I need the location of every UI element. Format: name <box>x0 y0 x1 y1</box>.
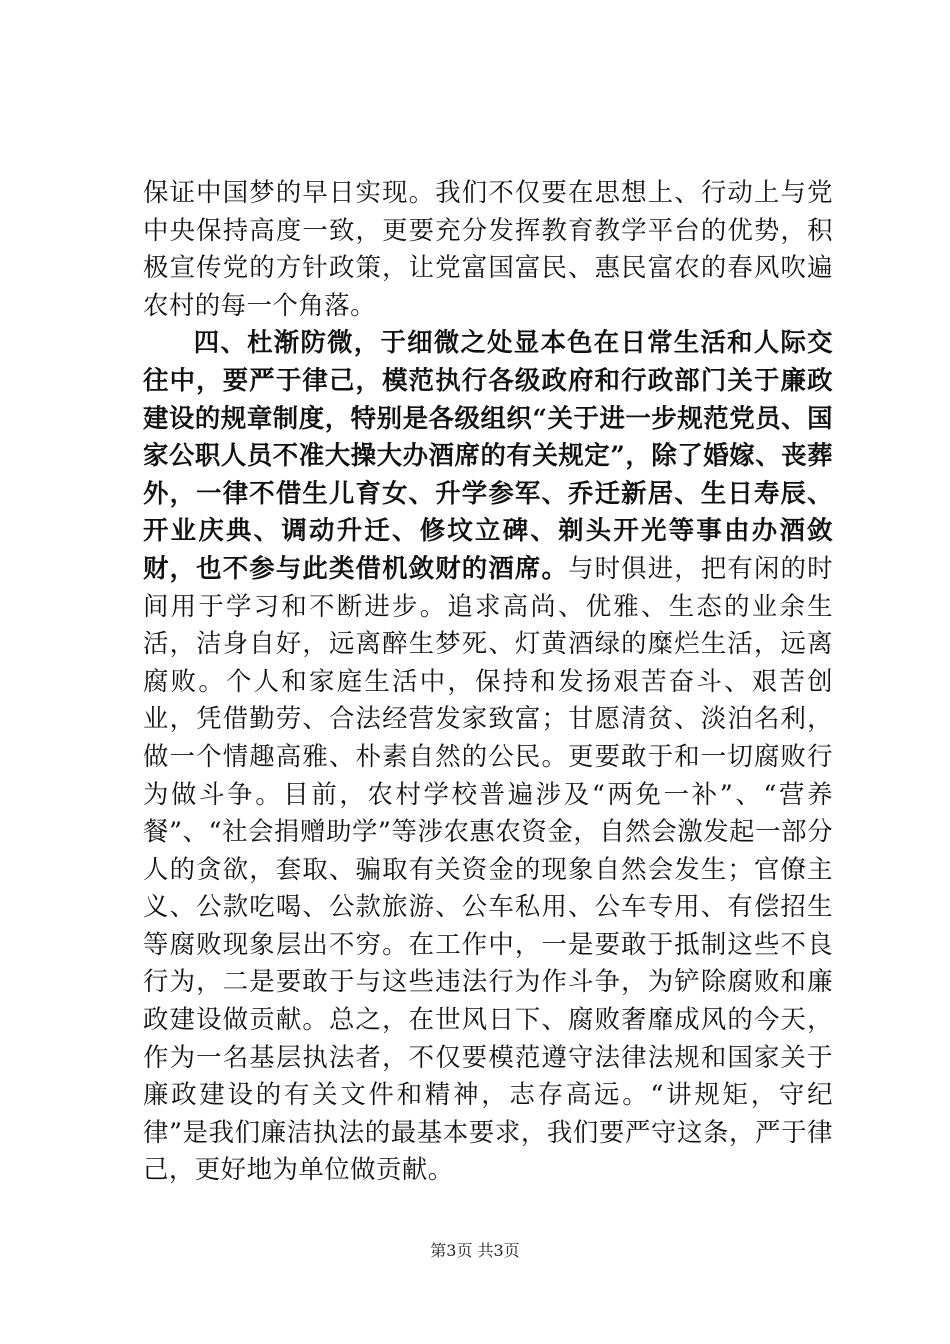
paragraph-1 <box>143 174 833 324</box>
paragraph-2-text: 与时俱进，把有闲的时间用于学习和不断进步。追求高尚、优雅、生态的业余生活，洁身自好，远离醉生梦死、灯黄酒绿的糜烂生活，远离腐败。个人和家庭生活中，保持和发扬艰苦奋斗、艰苦创业，凭借勤劳、合法经营发家致富；甘愿清贫、淡泊名利，做一个情趣高雅、朴素自然的公民。更要敢于和一切腐败行为做斗争。目前，农村学校普遍涉及“两免一补”、“营养餐”、“社会捐赠助学”等涉农惠农资金，自然会激发起一部分人的贪欲，套取、骗取有关资金的现象自然会发生；官僚主义、公款吃喝、公款旅游、公车私用、公车专用、有偿招生等腐败现象层出不穷。在工作中，一是要敢于抵制这些不良行为，二是要敢于与这些违法行为作斗争，为铲除腐败和廉政建设做贡献。总之，在世风日下、腐败奢靡成风的今天，作为一名基层执法者，不仅要模范遵守法律法规和国家关于廉政建设的有关文件和精神，志存高远。“讲规矩，守纪律”是我们廉洁执法的最基本要求，我们要严守这条，严于律己，更好地为单位做贡献。 <box>143 552 834 1185</box>
paragraph-2-emphasis: 四、杜渐防微，于细微之处显本色在日常生活和人际交往中，要严于律己，模范执行各级政府和行政部门关于廉政建设的规章制度，特别是各级组织“关于进一步规范党员、国家公职人员不准大操大办酒席的有关规定”，除了婚嫁、丧葬外，一律不借生儿育女、升学参军、乔迁新居、生日寿辰、开业庆典、调动升迁、修坟立碑、剃头开光等事由办酒敛财，也不参与此类借机敛财的酒席。 <box>143 327 833 583</box>
paragraph-1-text: 保证中国梦的早日实现。我们不仅要在思想上、行动上与党中央保持高度一致，更要充分发挥教育教学平台的优势，积极宣传党的方针政策，让党富国富民、惠民富农的春风吹遍农村的每一个角落。 <box>143 177 833 320</box>
document-body <box>143 174 833 1189</box>
page-number-label: 第3页 共3页 <box>430 1241 520 1260</box>
page-footer <box>0 1241 950 1261</box>
paragraph-2 <box>143 324 833 1189</box>
